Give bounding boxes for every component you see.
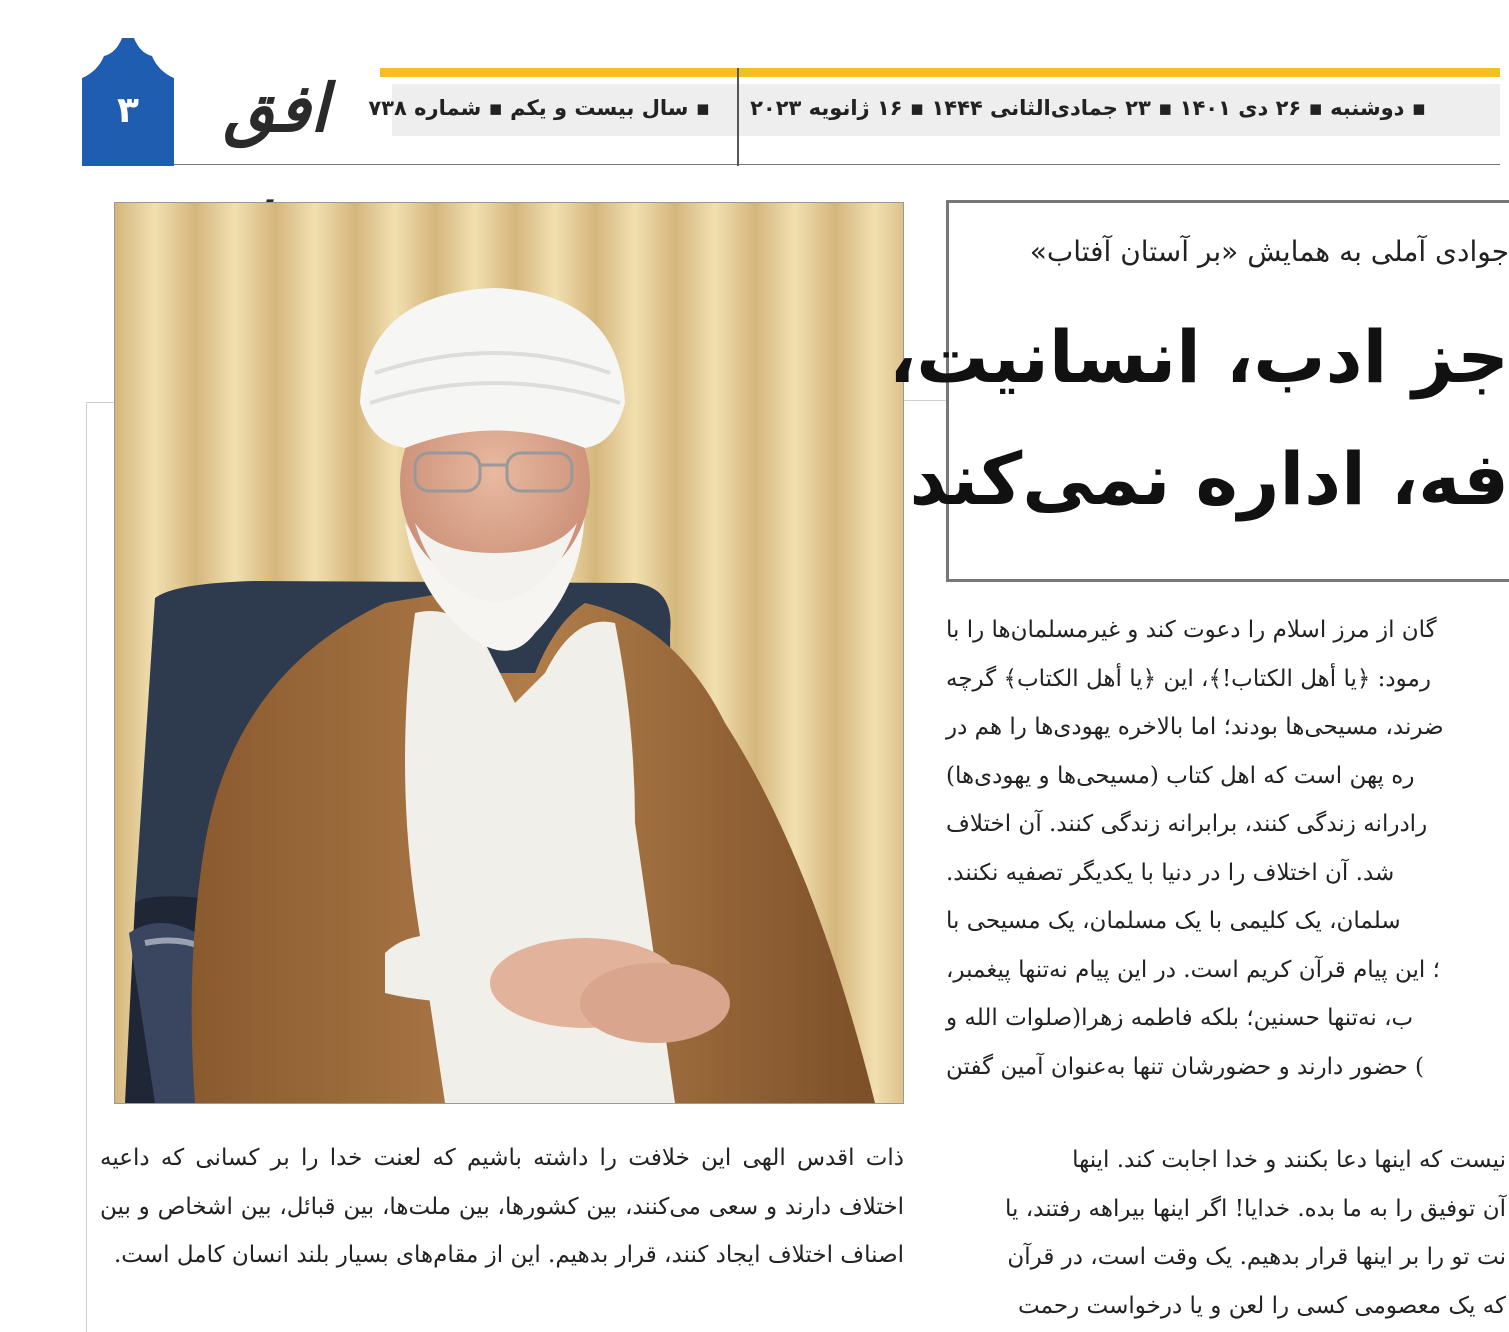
header-divider <box>737 68 739 166</box>
frame-line <box>902 400 946 401</box>
article-left-column <box>100 1134 904 1280</box>
headline-line-2[interactable]: فه، اداره نمی‌کند <box>909 437 1509 521</box>
page-number: ۳ <box>117 90 139 131</box>
newspaper-logo[interactable]: افق <box>223 69 329 147</box>
text-line: نیست که اینها دعا بکنند و خدا اجابت کند. اینها <box>1072 1147 1506 1173</box>
frame-line <box>86 402 114 403</box>
frame-line <box>86 402 87 1332</box>
date-info: ▪ دوشنبه ▪ ۲۶ دی ۱۴۰۱ ▪ ۲۳ جمادی‌الثانی ۱۴۴۴ ▪ ۱۶ ژانویه ۲۰۲۳ <box>750 96 1426 120</box>
paragraph: ذات اقدس الهی این خلافت را داشته باشیم که لعنت خدا را بر کسانی که داعیه اختلاف دارند و سعی می‌کنند، بین کشورها، بین ملت‌ها، بین قبائل، بین اشخاص و بین اصناف اختلاف ایجاد کنند، قرار بدهیم. این از مقام‌های بسیار بلند انسان کامل است. <box>100 1145 904 1268</box>
header-accent-bar <box>380 68 1500 77</box>
text-line: سلمان، یک کلیمی با یک مسلمان، یک مسیحی با <box>946 908 1401 934</box>
article-right-column <box>946 606 1506 1091</box>
headline-kicker: جوادی آملی به همایش «بر آستان آفتاب» <box>1029 235 1509 268</box>
text-line: ره پهن است که اهل کتاب (مسیحی‌ها و یهودی‌ها) <box>946 762 1415 789</box>
text-line: رادرانه زندگی کنند، برابرانه زندگی کنند. آن اختلاف <box>946 811 1428 837</box>
portrait-photo <box>114 202 904 1104</box>
text-line: رمود: ﴿یا أهل الکتاب!﴾، این ﴿یا أهل الکتاب﴾ گرچه <box>946 665 1431 692</box>
text-line: آن توفیق را به ما بده. خدایا! اگر اینها بیراهه رفتند، یا <box>1005 1195 1506 1222</box>
article-right-column-continued <box>946 1136 1506 1330</box>
text-line: نت تو را بر اینها قرار بدهیم. یک وقت است، در قرآن <box>1007 1244 1506 1270</box>
text-line: شد. آن اختلاف را در دنیا با یکدیگر تصفیه نکنند. <box>946 859 1395 886</box>
text-line: ب، نه‌تنها حسنین؛ بلکه فاطمه زهرا(صلوات الله و <box>946 1005 1414 1031</box>
text-line: ) حضور دارند و حضورشان تنها به‌عنوان آمین گفتن <box>946 1053 1424 1080</box>
headline-box <box>888 200 1509 582</box>
text-line: ضرند، مسیحی‌ها بودند؛ اما بالاخره یهودی‌ها را هم در <box>946 714 1444 740</box>
headline-line-1[interactable]: جز ادب، انسانیت، <box>888 315 1509 399</box>
text-line: که یک معصومی کسی را لعن و یا درخواست رحمت <box>1018 1292 1506 1319</box>
issue-info: ▪ سال بیست و یکم ▪ شماره ۷۳۸ <box>368 96 710 120</box>
text-line: ؛ این پیام قرآن کریم است. در این پیام نه‌تنها پیغمبر، <box>946 956 1440 983</box>
text-line: گان از مرز اسلام را دعوت کند و غیرمسلمان‌ها را با <box>946 617 1437 643</box>
